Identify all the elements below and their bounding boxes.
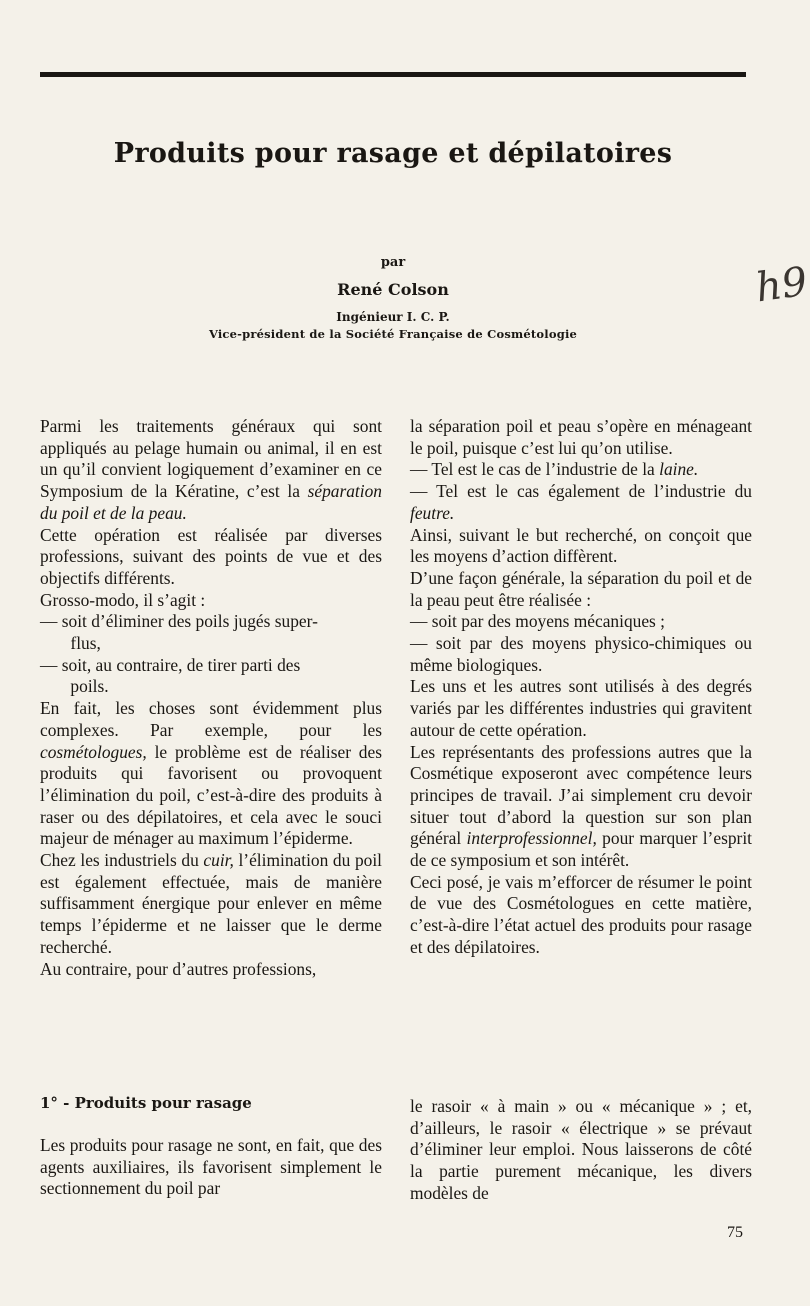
paragraph: — soit par des moyens physico-chimiques ou même biologiques. [410,633,752,675]
paragraph: Parmi les traitements généraux qui sont appliqués au pelage humain ou animal, il en est un qu’il convient logiquement d’examiner en ce Symposium de la Kératine, c’est la séparation du poil et de la peau. [40,416,382,523]
author-affiliation-2: Vice-président de la Société Française de Cosmétologie [208,327,578,341]
paragraph: En fait, les choses sont évidemment plus complexes. Par exemple, pour les cosmétologues, le problème est de réaliser des produits qui favorisent ou provoquent l’élimination du poil, c’est-à-dire des produits à raser ou des dépilatoires, et cela avec le souci majeur de ménager au maximum l’épiderme. [40,698,382,849]
left-column [40,416,382,980]
paragraph: Les uns et les autres sont utilisés à des degrés variés par les différentes industries qui gravitent autour de cette opération. [410,676,752,740]
byline-par: par [380,255,406,270]
paragraph: D’une façon générale, la séparation du poil et de la peau peut être réalisée : [410,567,752,610]
top-rule [40,72,746,77]
author-affiliation-1: Ingénieur I. C. P. [336,310,450,324]
paragraph: — Tel est le cas de l’industrie de la laine. [410,459,699,480]
section-right-text [410,1096,752,1205]
paragraph: Ainsi, suivant le but recherché, on conçoit que les moyens d’action diffèrent. [410,524,752,567]
section-paragraph: Les produits pour rasage ne sont, en fait, que des agents auxiliaires, ils favorisent simplement le sectionnement du poil par [40,1135,382,1199]
section-heading: 1° - Produits pour rasage [40,1094,252,1112]
right-column [410,416,752,959]
section-paragraph: le rasoir « à main » ou « mécanique » ; et, d’ailleurs, le rasoir « électrique » se prévaut d’éliminer leur emploi. Nous laisserons de côté la partie purement mécanique, les divers modèles de [410,1096,752,1203]
paragraph: — soit, au contraire, de tirer parti des poils. [40,654,301,697]
paragraph: Ceci posé, je vais m’efforcer de résumer le point de vue des Cosmétologues en cette matière, c’est-à-dire l’état actuel des produits pour rasage et des dépilatoires. [410,871,752,957]
paragraph: — soit par des moyens mécaniques ; [410,611,666,632]
page-number: 75 [727,1224,743,1241]
paragraph: — Tel est le cas également de l’industrie du feutre. [410,481,752,523]
paragraph: — soit d’éliminer des poils jugés super- flus, [40,611,318,654]
paragraph: Au contraire, pour d’autres professions, [40,958,317,979]
page-title: Produits pour rasage et dépilatoires [113,138,673,169]
paragraph: la séparation poil et peau s’opère en ménageant le poil, puisque c’est lui qu’on utilise. [410,416,752,458]
paragraph: Cette opération est réalisée par diverses professions, suivant des points de vue et des objectifs différents. [40,524,382,588]
paragraph: Chez les industriels du cuir, l’élimination du poil est également effectuée, mais de manière suffisamment énergique pour enlever en même temps l’épiderme et ne laisser que le derme recherché. [40,850,382,957]
handwritten-margin-note: h9 [753,258,810,312]
paragraph: Grosso-modo, il s’agit : [40,589,206,610]
section-left-text [40,1135,382,1200]
paragraph: Les représentants des professions autres que la Cosmétique exposeront avec compétence leurs principes de travail. J’ai simplement cru devoir situer tout d’abord la question sur son plan général interprofessionnel, pour marquer l’esprit de ce symposium et son intérêt. [410,741,752,871]
author-name: René Colson [337,280,449,299]
